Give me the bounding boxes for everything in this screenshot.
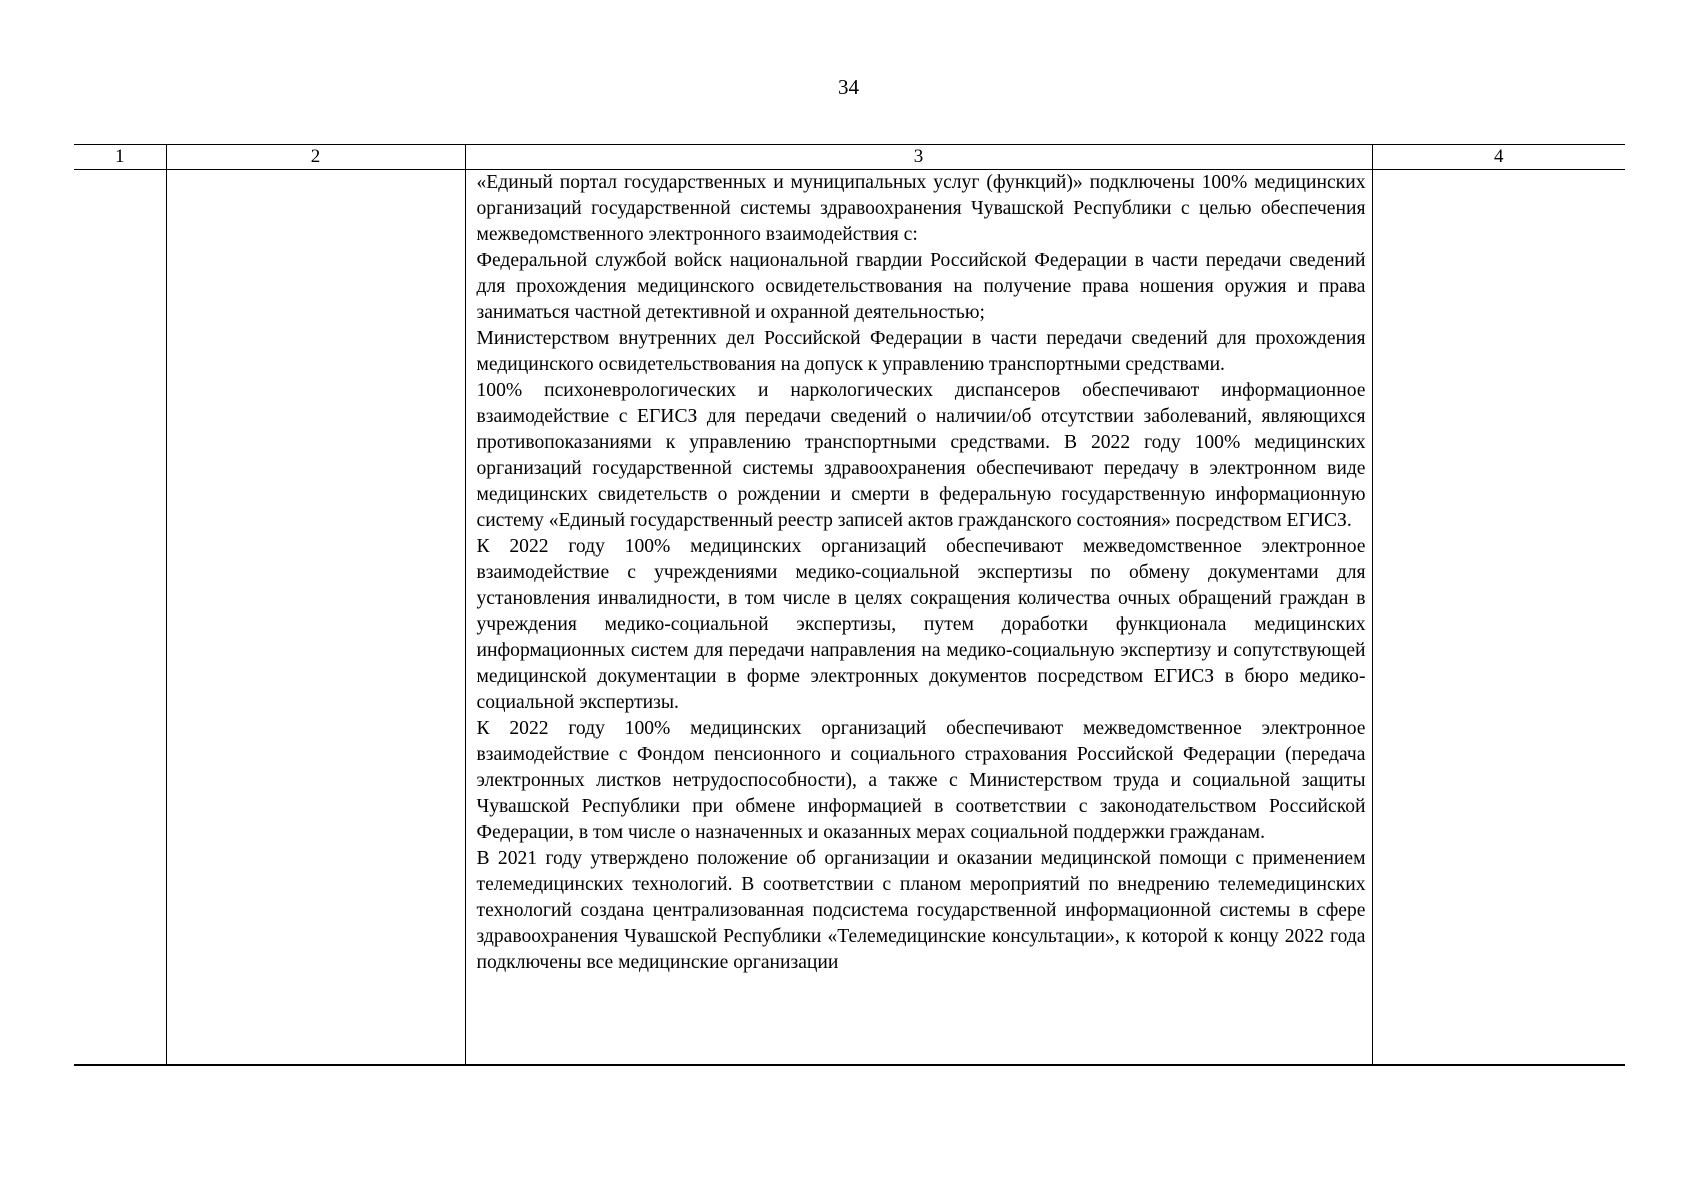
paragraph: Федеральной службой войск национальной гвардии Российской Федерации в части передачи сведений для прохождения медицинского освидетельствования на получение права ношения оружия и права заниматься частной детективной и охранной деятельностью; [476,250,1366,323]
document-table [74,144,1625,1066]
header-col-3: 3 [465,145,1372,170]
paragraph: «Единый портал государственных и муниципальных услуг (функций)» подключены 100% медицинских организаций государственной системы здравоохранения Чувашской Республики с целью обеспечения межведомственного электронного взаимодействия с: [476,172,1366,245]
cell-col-1 [74,170,166,1066]
paragraph: В 2021 году утверждено положение об организации и оказании медицинской помощи с применением телемедицинских технологий. В соответствии с планом мероприятий по внедрению телемедицинских технологий создана централизованная подсистема государственной информационной системы в сфере здравоохранения Чувашской Республики «Телемедицинские консультации», к которой к концу 2022 года подключены все медицинские организации [476,848,1366,973]
table-row [74,170,1625,1066]
paragraph: Министерством внутренних дел Российской Федерации в части передачи сведений для прохождения медицинского освидетельствования на допуск к управлению транспортными средствами. [476,328,1366,375]
cell-col-4 [1372,170,1625,1066]
header-col-4: 4 [1372,145,1625,170]
header-col-2: 2 [166,145,465,170]
header-col-1: 1 [74,145,166,170]
cell-col-2 [166,170,465,1066]
paragraph: К 2022 году 100% медицинских организаций обеспечивают межведомственное электронное взаимодействие с учреждениями медико-социальной экспертизы по обмену документами для установления инвалидности, в том числе в целях сокращения количества очных обращений граждан в учреждения медико-социальной экспертизы, путем доработки функционала медицинских информационных систем для передачи направления на медико-социальную экспертизу и сопутствующей медицинской документации в форме электронных документов посредством ЕГИСЗ в бюро медико-социальной экспертизы. [476,536,1366,713]
paragraph: 100% психоневрологических и наркологических диспансеров обеспечивают информационное взаимодействие с ЕГИСЗ для передачи сведений о наличии/об отсутствии заболеваний, являющихся противопоказаниями к управлению транспортными средствами. В 2022 году 100% медицинских организаций государственной системы здравоохранения обеспечивают передачу в электронном виде медицинских свидетельств о рождении и смерти в федеральную государственную информационную систему «Единый государственный реестр записей актов гражданского состояния» посредством ЕГИСЗ. [476,380,1366,531]
paragraph: К 2022 году 100% медицинских организаций обеспечивают межведомственное электронное взаимодействие с Фондом пенсионного и социального страхования Российской Федерации (передача электронных листков нетрудоспособности), а также с Министерством труда и социальной защиты Чувашской Республики при обмене информацией в соответствии с законодательством Российской Федерации, в том числе о назначенных и оказанных мерах социальной поддержки гражданам. [476,718,1366,843]
cell-col-3 [465,170,1372,1066]
page-number: 34 [838,75,859,99]
table-header-row [74,145,1625,170]
